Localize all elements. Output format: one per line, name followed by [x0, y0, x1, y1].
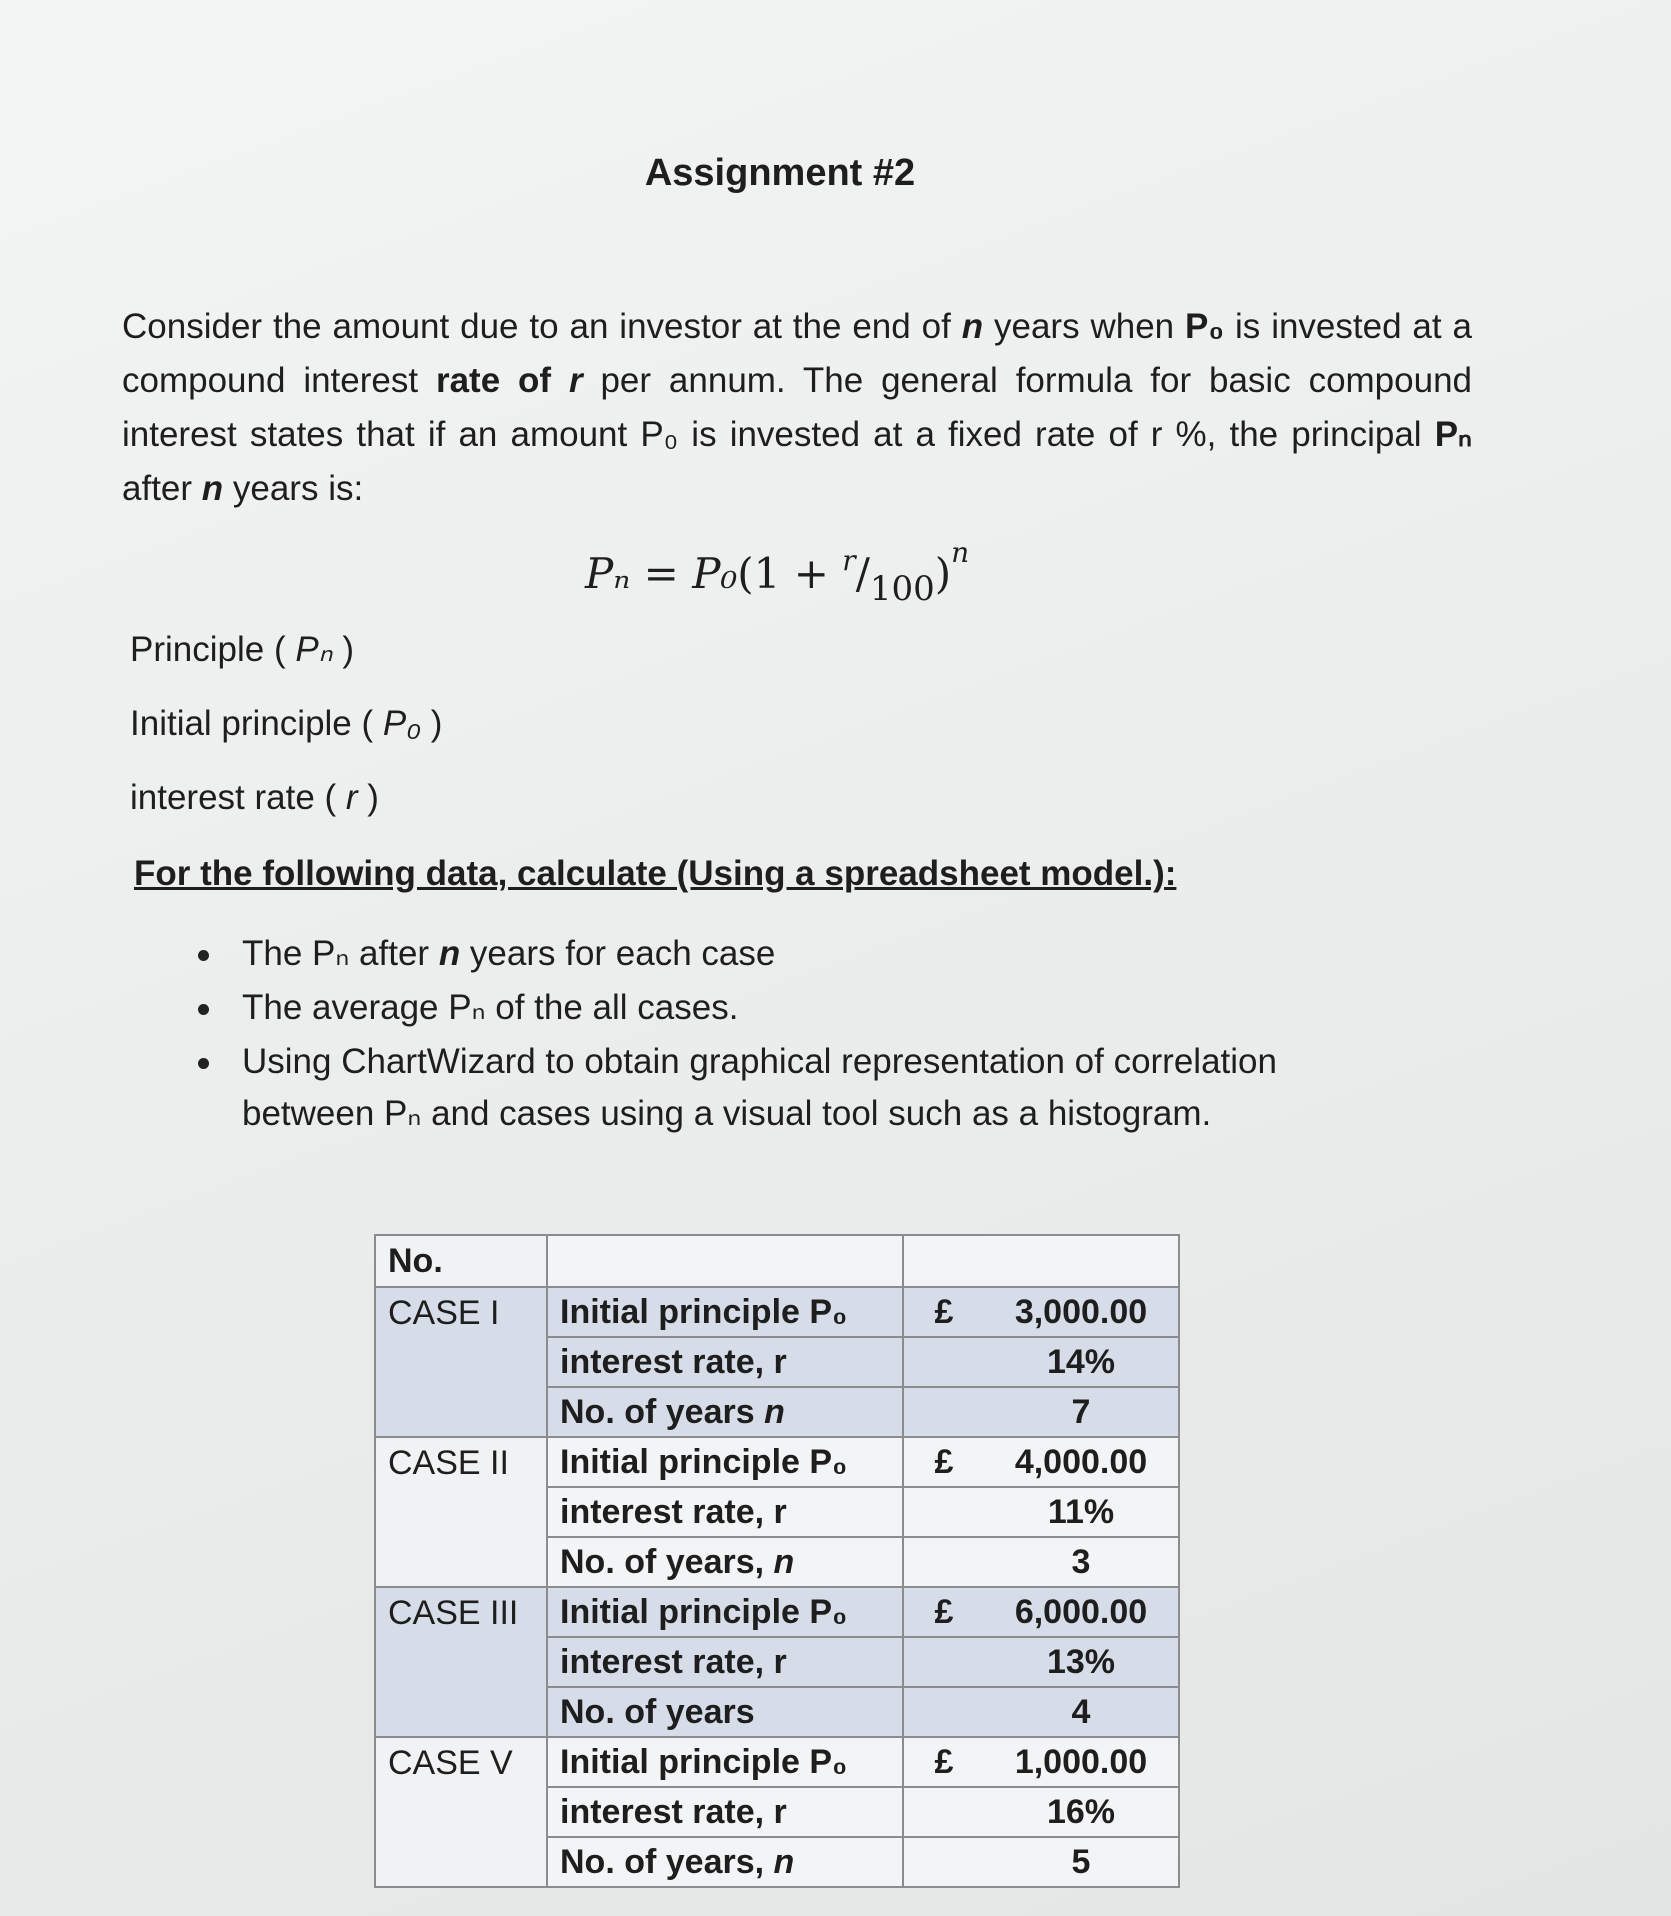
- intro-text-3: is invested at a compound interest: [122, 307, 1472, 400]
- variable-end: ): [357, 778, 379, 817]
- value-cell: 4,000.00: [984, 1437, 1179, 1487]
- intro-p0: P₀: [1185, 307, 1225, 346]
- row-label-italic: n: [764, 1392, 785, 1431]
- intro-pn: Pₙ: [1434, 415, 1472, 454]
- currency-cell: [903, 1387, 984, 1437]
- formula-p0: P₀: [692, 549, 738, 598]
- row-label-cell: Initial principle P₀: [547, 1437, 903, 1487]
- table-row: [375, 1587, 1179, 1637]
- variable-label: Initial principle (: [130, 704, 383, 743]
- task-item-3: Using ChartWizard to obtain graphical representation of correlation between Pₙ and cases using a visual tool such as a histogram.: [190, 1036, 1390, 1140]
- formula-lhs: Pₙ: [585, 549, 631, 598]
- case-name-cell: CASE V: [375, 1737, 547, 1887]
- variable-label: interest rate (: [130, 778, 346, 817]
- value-cell: 3,000.00: [984, 1287, 1179, 1337]
- row-label-cell: interest rate, r: [547, 1487, 903, 1537]
- compound-interest-formula: [585, 536, 969, 609]
- variable-initial-principle: [130, 704, 442, 744]
- row-label-cell: interest rate, r: [547, 1337, 903, 1387]
- intro-n-2: n: [201, 469, 224, 508]
- row-label-italic: n: [773, 1842, 795, 1881]
- intro-r: r: [568, 361, 583, 400]
- row-label-italic: n: [773, 1542, 795, 1581]
- case-name-cell: CASE III: [375, 1587, 547, 1737]
- intro-text-2: years when: [983, 307, 1186, 346]
- value-cell: 7: [984, 1387, 1179, 1437]
- intro-text-6: after: [122, 469, 202, 508]
- currency-cell: [903, 1787, 984, 1837]
- row-label-cell: Initial principle P₀: [547, 1287, 903, 1337]
- currency-cell: [903, 1337, 984, 1387]
- currency-cell: [903, 1537, 984, 1587]
- intro-paragraph: [122, 300, 1472, 516]
- row-label-cell: Initial principle P₀: [547, 1587, 903, 1637]
- currency-cell: [903, 1487, 984, 1537]
- row-label-cell: Initial principle P₀: [547, 1737, 903, 1787]
- variable-end: ): [332, 630, 355, 669]
- table-row: [375, 1737, 1179, 1787]
- row-label-cell: [547, 1387, 903, 1437]
- variable-interest-rate: [130, 778, 379, 818]
- value-cell: 5: [984, 1837, 1179, 1887]
- variable-symbol: r: [345, 778, 358, 817]
- row-label-cell: interest rate, r: [547, 1637, 903, 1687]
- task-item-1: [190, 928, 1390, 980]
- task-item-2: The average Pₙ of the all cases.: [190, 982, 1390, 1034]
- formula-hundred: 100: [869, 569, 935, 609]
- value-cell: 1,000.00: [984, 1737, 1179, 1787]
- row-label-cell: interest rate, r: [547, 1787, 903, 1837]
- table-row: [375, 1437, 1179, 1487]
- case-name-cell: CASE II: [375, 1437, 547, 1587]
- currency-cell: [903, 1687, 984, 1737]
- task-1-n: n: [438, 934, 461, 973]
- header-blank-cell: [903, 1235, 1179, 1287]
- currency-cell: £: [903, 1437, 984, 1487]
- currency-cell: [903, 1637, 984, 1687]
- value-cell: 6,000.00: [984, 1587, 1179, 1637]
- currency-cell: £: [903, 1287, 984, 1337]
- row-label-cell: [547, 1537, 903, 1587]
- table-header-row: [375, 1235, 1179, 1287]
- currency-cell: £: [903, 1587, 984, 1637]
- formula-exponent-n: n: [951, 536, 970, 569]
- value-cell: 16%: [984, 1787, 1179, 1837]
- row-label-text: No. of years: [560, 1692, 755, 1731]
- row-label-text: No. of years,: [560, 1842, 774, 1881]
- value-cell: 4: [984, 1687, 1179, 1737]
- formula-equals: =: [630, 549, 693, 598]
- variable-end: ): [420, 704, 443, 743]
- row-label-cell: [547, 1687, 903, 1737]
- case-data-table: [374, 1234, 1180, 1888]
- task-1-text-a: The Pₙ after: [242, 934, 439, 973]
- assignment-title: Assignment #2: [644, 152, 916, 194]
- variable-symbol: P₀: [382, 704, 421, 743]
- case-name-cell: CASE I: [375, 1287, 547, 1437]
- variable-symbol: Pₙ: [295, 630, 333, 669]
- task-heading: For the following data, calculate (Using a spreadsheet model.):: [134, 854, 1177, 893]
- header-blank-cell: [547, 1235, 903, 1287]
- value-cell: 3: [984, 1537, 1179, 1587]
- row-label-text: No. of years,: [560, 1542, 774, 1581]
- value-cell: 11%: [984, 1487, 1179, 1537]
- value-cell: 13%: [984, 1637, 1179, 1687]
- variable-principle: [130, 630, 354, 670]
- row-label-cell: [547, 1837, 903, 1887]
- table-row: [375, 1287, 1179, 1337]
- header-no-cell: No.: [375, 1235, 547, 1287]
- intro-text-7: years is:: [223, 469, 364, 508]
- formula-r: r: [842, 544, 856, 577]
- intro-text-5: per annum. The general formula for basic compound interest states that if an amount P₀ is invested at a fixed rate of r %, the principal: [122, 361, 1473, 454]
- task-1-text-b: years for each case: [460, 934, 776, 973]
- currency-cell: [903, 1837, 984, 1887]
- intro-text-4: [551, 361, 569, 400]
- formula-open: (1 +: [737, 549, 843, 598]
- intro-n: n: [961, 307, 984, 346]
- formula-close: ): [934, 549, 952, 598]
- currency-cell: £: [903, 1737, 984, 1787]
- variable-label: Principle (: [130, 630, 296, 669]
- formula-slash: /: [855, 549, 870, 598]
- task-list: [190, 928, 1390, 1142]
- value-cell: 14%: [984, 1337, 1179, 1387]
- row-label-text: No. of years: [560, 1392, 765, 1431]
- intro-text-1: Consider the amount due to an investor at the end of: [122, 307, 962, 346]
- intro-rate-of: rate of: [435, 361, 552, 400]
